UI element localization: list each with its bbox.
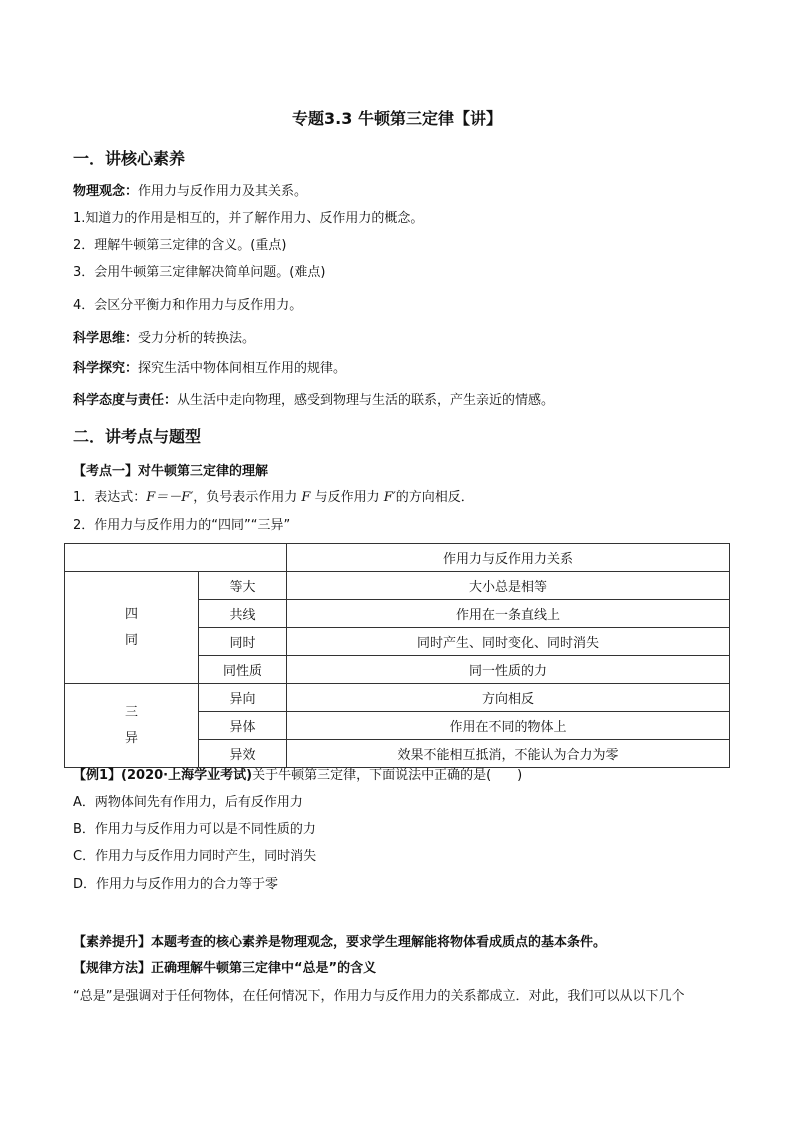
example-1-question [73,767,522,785]
row-name: 同性质 [199,656,287,684]
group-four-same [65,572,199,684]
table-header: 作用力与反作用力关系 [287,544,730,572]
relationship-table [64,543,730,768]
row-name: 同时 [199,628,287,656]
row-desc: 方向相反 [287,684,730,712]
row-desc: 作用在一条直线上 [287,600,730,628]
row-name: 异向 [199,684,287,712]
table-row [65,572,730,600]
point-1-title: 【考点一】对牛顿第三定律的理解 [73,464,269,479]
row-desc: 作用在不同的物体上 [287,712,730,740]
scientific-thinking-text: 受力分析的转换法。 [138,331,256,346]
group-char: 三 [124,704,138,720]
scientific-inquiry-label: 科学探究： [73,361,139,376]
item-2-line: 2．作用力与反作用力的“四同”“三异” [73,518,291,533]
example-1-label: 【例1】 [73,768,122,783]
literacy-note: 【素养提升】本题考查的核心素养是物理观念，要求学生理解能将物体看成质点的基本条件。 [73,935,607,950]
option-c: C．作用力与反作用力同时产生，同时消失 [73,849,317,864]
goal-item: 3．会用牛顿第三定律解决简单问题。(难点) [73,265,326,280]
scientific-thinking-line [73,330,255,348]
section-1-heading: 一．讲核心素养 [73,149,186,168]
method-note: 【规律方法】正确理解牛顿第三定律中“总是”的含义 [73,961,377,976]
expression-mid: ，负号表示作用力 [193,490,302,505]
row-desc: 同时产生、同时变化、同时消失 [287,628,730,656]
example-1-source: (2020·上海学业考试) [121,768,253,783]
scientific-thinking-label: 科学思维： [73,331,139,346]
row-desc: 同一性质的力 [287,656,730,684]
group-three-different [65,684,199,768]
expression-force-f: F [301,490,311,505]
attitude-label: 科学态度与责任： [73,393,178,408]
physics-concept-text: 作用力与反作用力及其关系。 [138,184,308,199]
expression-force-f-prime: F′ [383,490,396,505]
expression-line [73,489,474,507]
option-d: D．作用力与反作用力的合力等于零 [73,877,279,892]
row-name: 异体 [199,712,287,740]
scientific-inquiry-text: 探究生活中物体间相互作用的规律。 [138,361,347,376]
row-desc: 效果不能相互抵消，不能认为合力为零 [287,740,730,768]
goal-item: 2．理解牛顿第三定律的含义。(重点) [73,238,287,253]
expression-mid2: 与反作用力 [310,490,384,505]
attitude-text: 从生活中走向物理，感受到物理与生活的联系，产生亲近的情感。 [177,393,555,408]
attitude-line [73,392,554,410]
group-char: 四 [124,606,138,622]
row-name: 异效 [199,740,287,768]
option-b: B．作用力与反作用力可以是不同性质的力 [73,822,316,837]
table-header-row [65,544,730,572]
goal-item: 4．会区分平衡力和作用力与反作用力。 [73,298,303,313]
goal-item: 1.知道力的作用是相互的，并了解作用力、反作用力的概念。 [73,211,424,226]
expression-formula: F＝－F′ [146,490,194,505]
option-a: A．两物体间先有作用力，后有反作用力 [73,795,303,810]
table-header-empty [65,544,287,572]
physics-concept-line [73,183,307,201]
page-title: 专题3.3 牛顿第三定律【讲】 [292,109,502,128]
section-2-heading: 二．讲考点与题型 [73,427,202,446]
group-char: 异 [124,730,138,746]
expression-suffix: 的方向相反． [395,490,474,505]
row-name: 共线 [199,600,287,628]
row-name: 等大 [199,572,287,600]
example-1-text: 关于牛顿第三定律，下面说法中正确的是( ) [252,768,523,783]
group-char: 同 [124,632,138,648]
scientific-inquiry-line [73,360,346,378]
expression-prefix: 1．表达式： [73,490,147,505]
table-row [65,684,730,712]
row-desc: 大小总是相等 [287,572,730,600]
physics-concept-label: 物理观念： [73,184,139,199]
explanation-text: “总是”是强调对于任何物体，在任何情况下，作用力与反作用力的关系都成立．对此，我们可以从以下几个 [73,989,685,1004]
